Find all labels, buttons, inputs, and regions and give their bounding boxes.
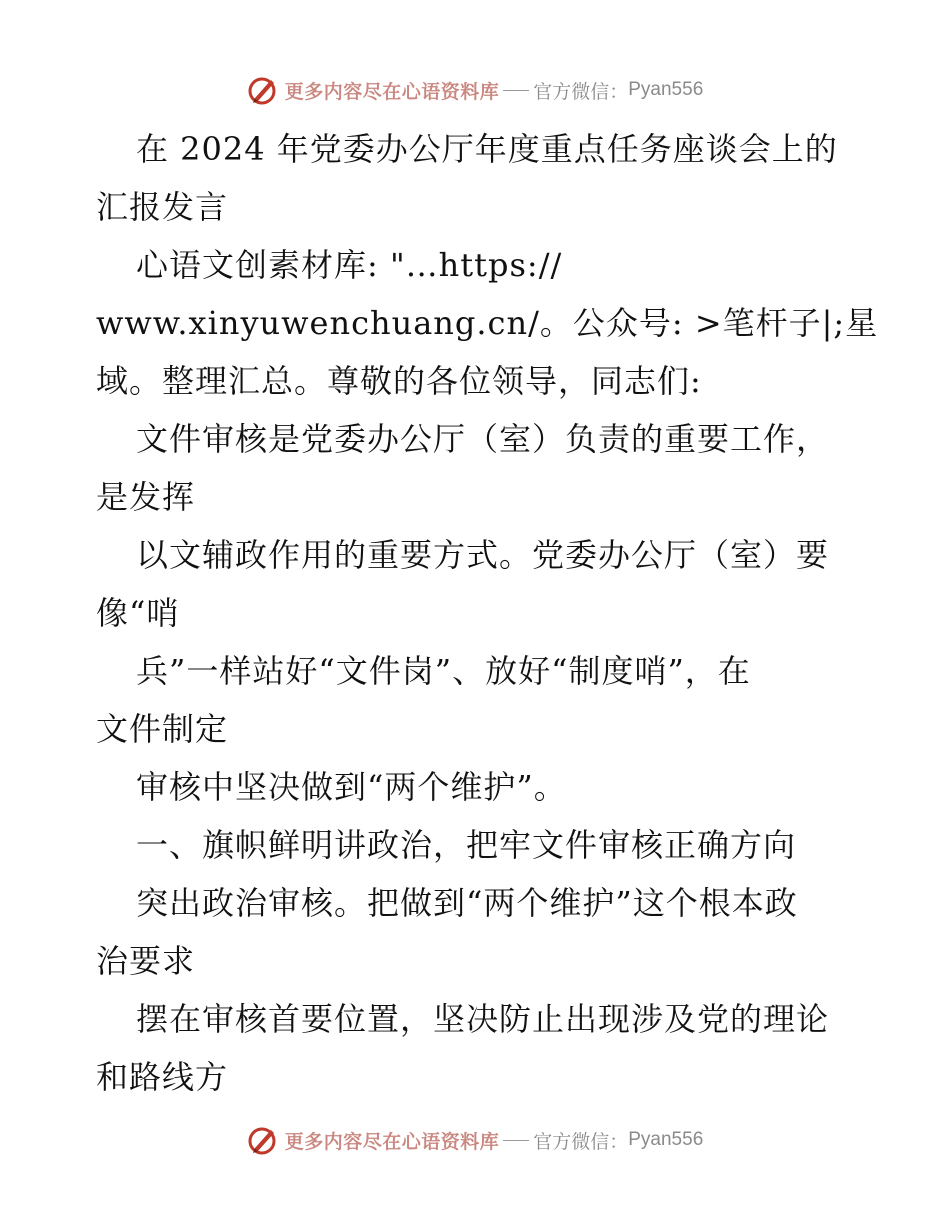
- text-line: 文件审核是党委办公厅（室）负责的重要工作，: [136, 420, 830, 458]
- text-line: 文件制定: [96, 710, 229, 748]
- text-line: 治要求: [96, 942, 196, 980]
- text-line: 域。整理汇总。尊敬的各位领导，同志们:: [96, 362, 702, 400]
- watermark-text-red: 更多内容尽在心语资料库: [284, 80, 500, 103]
- text-line: 心语文创素材库: "…https://: [136, 246, 563, 284]
- pen-logo-icon: [247, 1124, 279, 1156]
- watermark-dash: [503, 1140, 529, 1141]
- watermark-banner-bottom: [0, 1120, 950, 1160]
- pen-logo-icon: [247, 74, 279, 106]
- watermark-text-red: 更多内容尽在心语资料库: [284, 1130, 500, 1153]
- text-line: 兵”一样站好“文件岗”、放好“制度哨”，在: [136, 652, 751, 690]
- watermark-dash: [503, 90, 529, 91]
- watermark-wechat-id: Pyan556: [628, 1129, 704, 1150]
- watermark-banner-top: [0, 70, 950, 110]
- watermark-text-grey: 官方微信：: [533, 80, 629, 103]
- text-line: 摆在审核首要位置，坚决防止出现涉及党的理论: [136, 1000, 830, 1038]
- text-line: 是发挥: [96, 478, 196, 516]
- text-line: 和路线方: [96, 1058, 229, 1096]
- watermark-wechat-id: Pyan556: [628, 79, 704, 100]
- text-line: 以文辅政作用的重要方式。党委办公厅（室）要: [136, 536, 830, 574]
- text-line: 汇报发言: [96, 188, 229, 226]
- text-line: 审核中坚决做到“两个维护”。: [136, 768, 567, 806]
- text-line: www.xinyuwenchuang.cn/。公众号: >笔杆子|;星: [96, 304, 879, 342]
- section-heading: 一、旗帜鲜明讲政治，把牢文件审核正确方向: [136, 826, 797, 864]
- document-body: [96, 120, 879, 1106]
- text-line: 像“哨: [96, 594, 180, 632]
- text-line: 突出政治审核。把做到“两个维护”这个根本政: [136, 884, 798, 922]
- text-line: 在 2024 年党委办公厅年度重点任务座谈会上的: [136, 130, 838, 168]
- watermark-text-grey: 官方微信：: [533, 1130, 629, 1153]
